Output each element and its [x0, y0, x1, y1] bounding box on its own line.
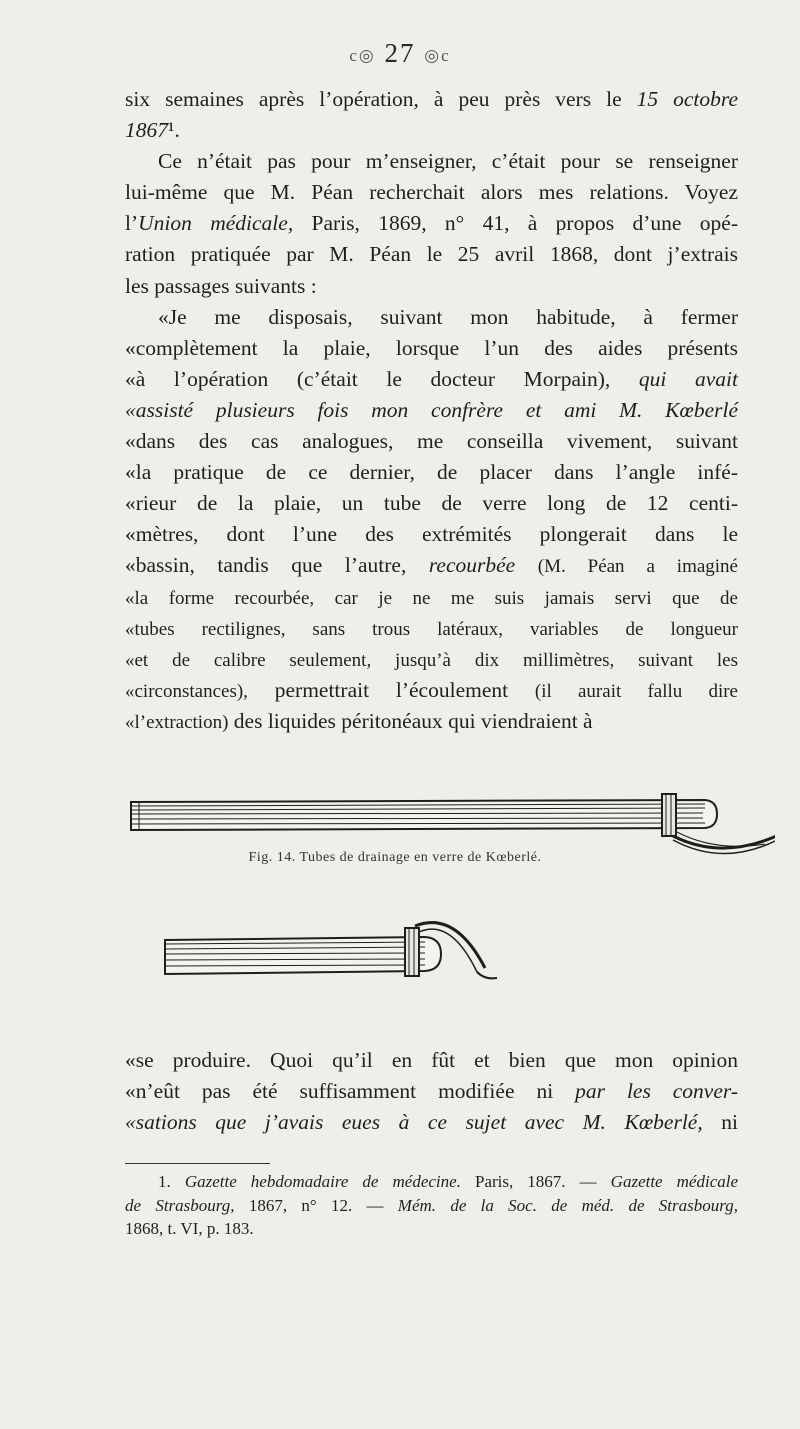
text-line: «et de calibre seulement, jusqu’à dix millimètres, suivant les: [125, 649, 738, 671]
text-line: «mètres, dont l’une des extrémités plongerait dans le: [125, 522, 738, 547]
text-line: «se produire. Quoi qu’il en fût et bien que mon opinion: [125, 1048, 738, 1072]
figure-drainage-tubes: [125, 792, 775, 1000]
text-line: «tubes rectilignes, sans trous latéraux, variables de longueur: [125, 618, 738, 640]
body-text-top: [125, 84, 738, 737]
text-line: les passages suivants :: [125, 273, 317, 298]
text-line: «rieur de la plaie, un tube de verre long de 12 centi-: [125, 491, 738, 516]
footnote-line: de Strasbourg, 1867, n° 12. — Mém. de la Soc. de méd. de Strasbourg,: [125, 1195, 738, 1215]
text-line: «la pratique de ce dernier, de placer dans l’angle infé-: [125, 460, 738, 485]
text-line: «l’extraction) des liquides péritonéaux qui viendraient à: [125, 708, 593, 733]
text-line: Ce n’était pas pour m’enseigner, c’était pour se renseigner: [158, 149, 738, 174]
page-number: 27: [384, 38, 416, 68]
text-line: «bassin, tandis que l’autre, recourbée (M. Péan a imaginé: [125, 553, 738, 578]
text-line: «la forme recourbée, car je ne me suis jamais servi que de: [125, 587, 738, 609]
body-text-bottom: [125, 1045, 738, 1138]
text-line: «Je me disposais, suivant mon habitude, à fermer: [158, 304, 738, 329]
footnotes: [125, 1170, 738, 1241]
text-line: «sations que j’avais eues à ce sujet avec M. Kœberlé, ni: [125, 1110, 738, 1135]
text-line: ration pratiquée par M. Péan le 25 avril 1868, dont j’extrais: [125, 242, 738, 267]
ornament-left: c◎: [349, 45, 376, 65]
footnote-line: 1868, t. VI, p. 183.: [125, 1219, 254, 1238]
text-line: lui-même que M. Péan recherchait alors mes relations. Voyez: [125, 180, 738, 205]
text-line: six semaines après l’opération, à peu près vers le 15 octobre: [125, 87, 738, 111]
text-line: 1867¹.: [125, 118, 180, 143]
text-line: «complètement la plaie, lorsque l’un des aides présents: [125, 335, 738, 360]
text-line: «n’eût pas été suffisamment modifiée ni par les conver-: [125, 1079, 738, 1104]
figure-caption: Fig. 14. Tubes de drainage en verre de Kœberlé.: [248, 850, 542, 865]
footnote-line: 1. Gazette hebdomadaire de médecine. Paris, 1867. — Gazette médicale: [158, 1172, 739, 1191]
text-line: «assisté plusieurs fois mon confrère et ami M. Kœberlé: [125, 397, 738, 422]
text-line: l’Union médicale, Paris, 1869, n° 41, à propos d’une opé-: [125, 211, 738, 236]
text-line: «circonstances), permettrait l’écoulement (il aurait fallu dire: [125, 677, 738, 702]
drainage-tubes-illustration: [125, 792, 775, 1000]
text-line: «à l’opération (c’était le docteur Morpain), qui avait: [125, 366, 738, 391]
ornament-right: ◎c: [424, 45, 451, 65]
footnote-rule: [125, 1163, 270, 1164]
page-header: [0, 38, 800, 69]
text-line: «dans des cas analogues, me conseilla vivement, suivant: [125, 429, 738, 454]
